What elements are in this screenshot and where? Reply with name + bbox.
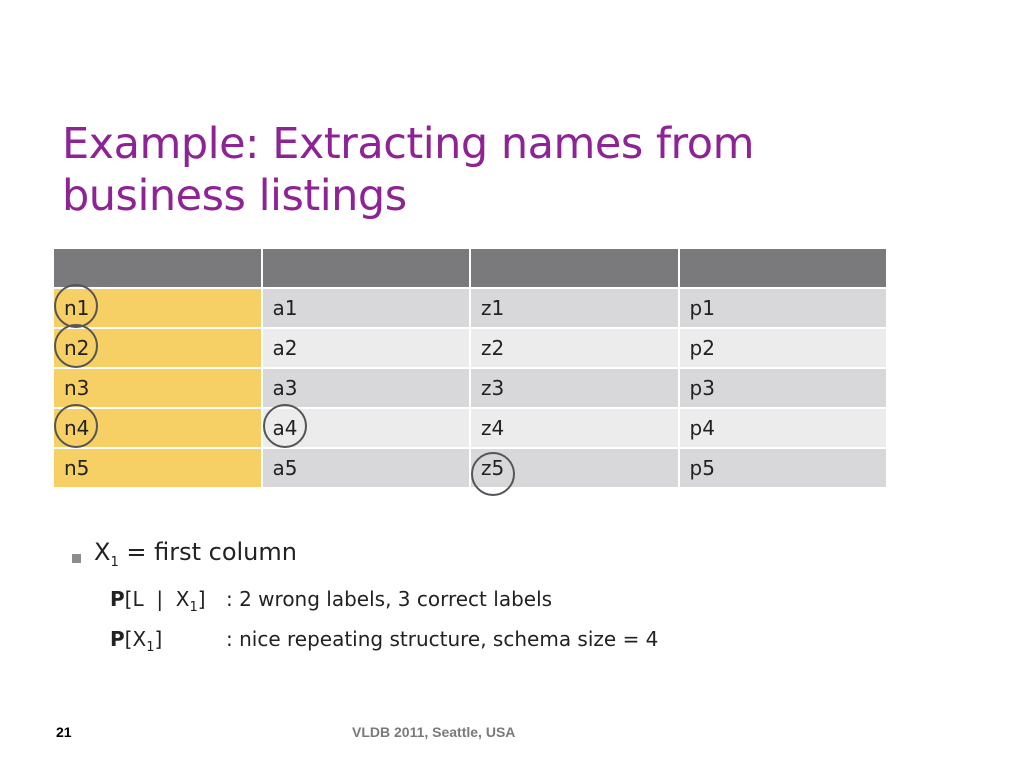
circle-marker bbox=[263, 404, 307, 448]
cell-text: n4 bbox=[64, 416, 90, 440]
cell-text: z3 bbox=[481, 376, 505, 400]
bullet-main bbox=[72, 536, 872, 579]
cell-text: a4 bbox=[272, 416, 298, 440]
table-cell bbox=[679, 448, 888, 488]
bullet-list bbox=[72, 536, 872, 659]
cell-text: z5 bbox=[481, 456, 505, 480]
table-cell bbox=[470, 288, 679, 328]
bullet-sub-1-text: : 2 wrong labels, 3 correct labels bbox=[226, 586, 553, 611]
table-cell bbox=[53, 448, 262, 488]
table-row bbox=[53, 368, 887, 408]
table-cell bbox=[262, 368, 471, 408]
cell-text: a5 bbox=[272, 456, 298, 480]
table-cell bbox=[470, 448, 679, 488]
cell-text: z1 bbox=[481, 296, 505, 320]
table-cell bbox=[262, 408, 471, 448]
table-header-row bbox=[53, 248, 887, 288]
cell-text: a2 bbox=[272, 336, 298, 360]
cell-text: p4 bbox=[689, 416, 715, 440]
bullet-main-text: $X_1$ = first column bbox=[94, 538, 297, 570]
cell-text: p2 bbox=[689, 336, 715, 360]
conference-footer: VLDB 2011, Seattle, USA bbox=[352, 724, 516, 740]
table-row bbox=[53, 408, 887, 448]
table-cell bbox=[53, 288, 262, 328]
cell-text: z2 bbox=[481, 336, 505, 360]
formula-p-x1: $P[X_1]$ bbox=[110, 626, 163, 655]
cell-text: p5 bbox=[689, 456, 715, 480]
table-cell bbox=[53, 328, 262, 368]
header-cell bbox=[470, 248, 679, 288]
cell-text: a3 bbox=[272, 376, 298, 400]
title-line-2: business listings bbox=[62, 171, 407, 221]
square-bullet-icon bbox=[72, 554, 81, 563]
header-cell bbox=[262, 248, 471, 288]
table-row bbox=[53, 288, 887, 328]
table-cell bbox=[262, 288, 471, 328]
cell-text: n2 bbox=[64, 336, 90, 360]
table-cell bbox=[679, 368, 888, 408]
bullet-sub-1 bbox=[110, 579, 872, 619]
cell-text: p1 bbox=[689, 296, 715, 320]
title-line-1: Example: Extracting names from bbox=[62, 119, 754, 169]
bullet-sub-2 bbox=[110, 619, 872, 659]
slide-title bbox=[62, 118, 942, 222]
circle-marker bbox=[471, 452, 515, 496]
table-cell bbox=[53, 368, 262, 408]
listings-table bbox=[52, 247, 888, 489]
circle-marker bbox=[54, 324, 98, 368]
cell-text: p3 bbox=[689, 376, 715, 400]
table-cell bbox=[679, 408, 888, 448]
header-cell bbox=[679, 248, 888, 288]
table-cell bbox=[262, 448, 471, 488]
cell-text: n1 bbox=[64, 296, 90, 320]
table-cell bbox=[470, 328, 679, 368]
cell-text: n5 bbox=[64, 456, 90, 480]
table-cell bbox=[53, 408, 262, 448]
table-row bbox=[53, 328, 887, 368]
formula-p-l-given-x1: P[L | $X_1$] bbox=[110, 586, 206, 615]
table-cell bbox=[679, 328, 888, 368]
bullet-sub-2-text: : nice repeating structure, schema size = 4 bbox=[226, 626, 659, 651]
circle-marker bbox=[54, 284, 98, 328]
page-number: 21 bbox=[56, 724, 72, 740]
table-row bbox=[53, 448, 887, 488]
table-cell bbox=[262, 328, 471, 368]
table-cell bbox=[470, 368, 679, 408]
table-cell bbox=[470, 408, 679, 448]
cell-text: a1 bbox=[272, 296, 298, 320]
cell-text: n3 bbox=[64, 376, 90, 400]
table-cell bbox=[679, 288, 888, 328]
cell-text: z4 bbox=[481, 416, 505, 440]
header-cell bbox=[53, 248, 262, 288]
circle-marker bbox=[54, 404, 98, 448]
